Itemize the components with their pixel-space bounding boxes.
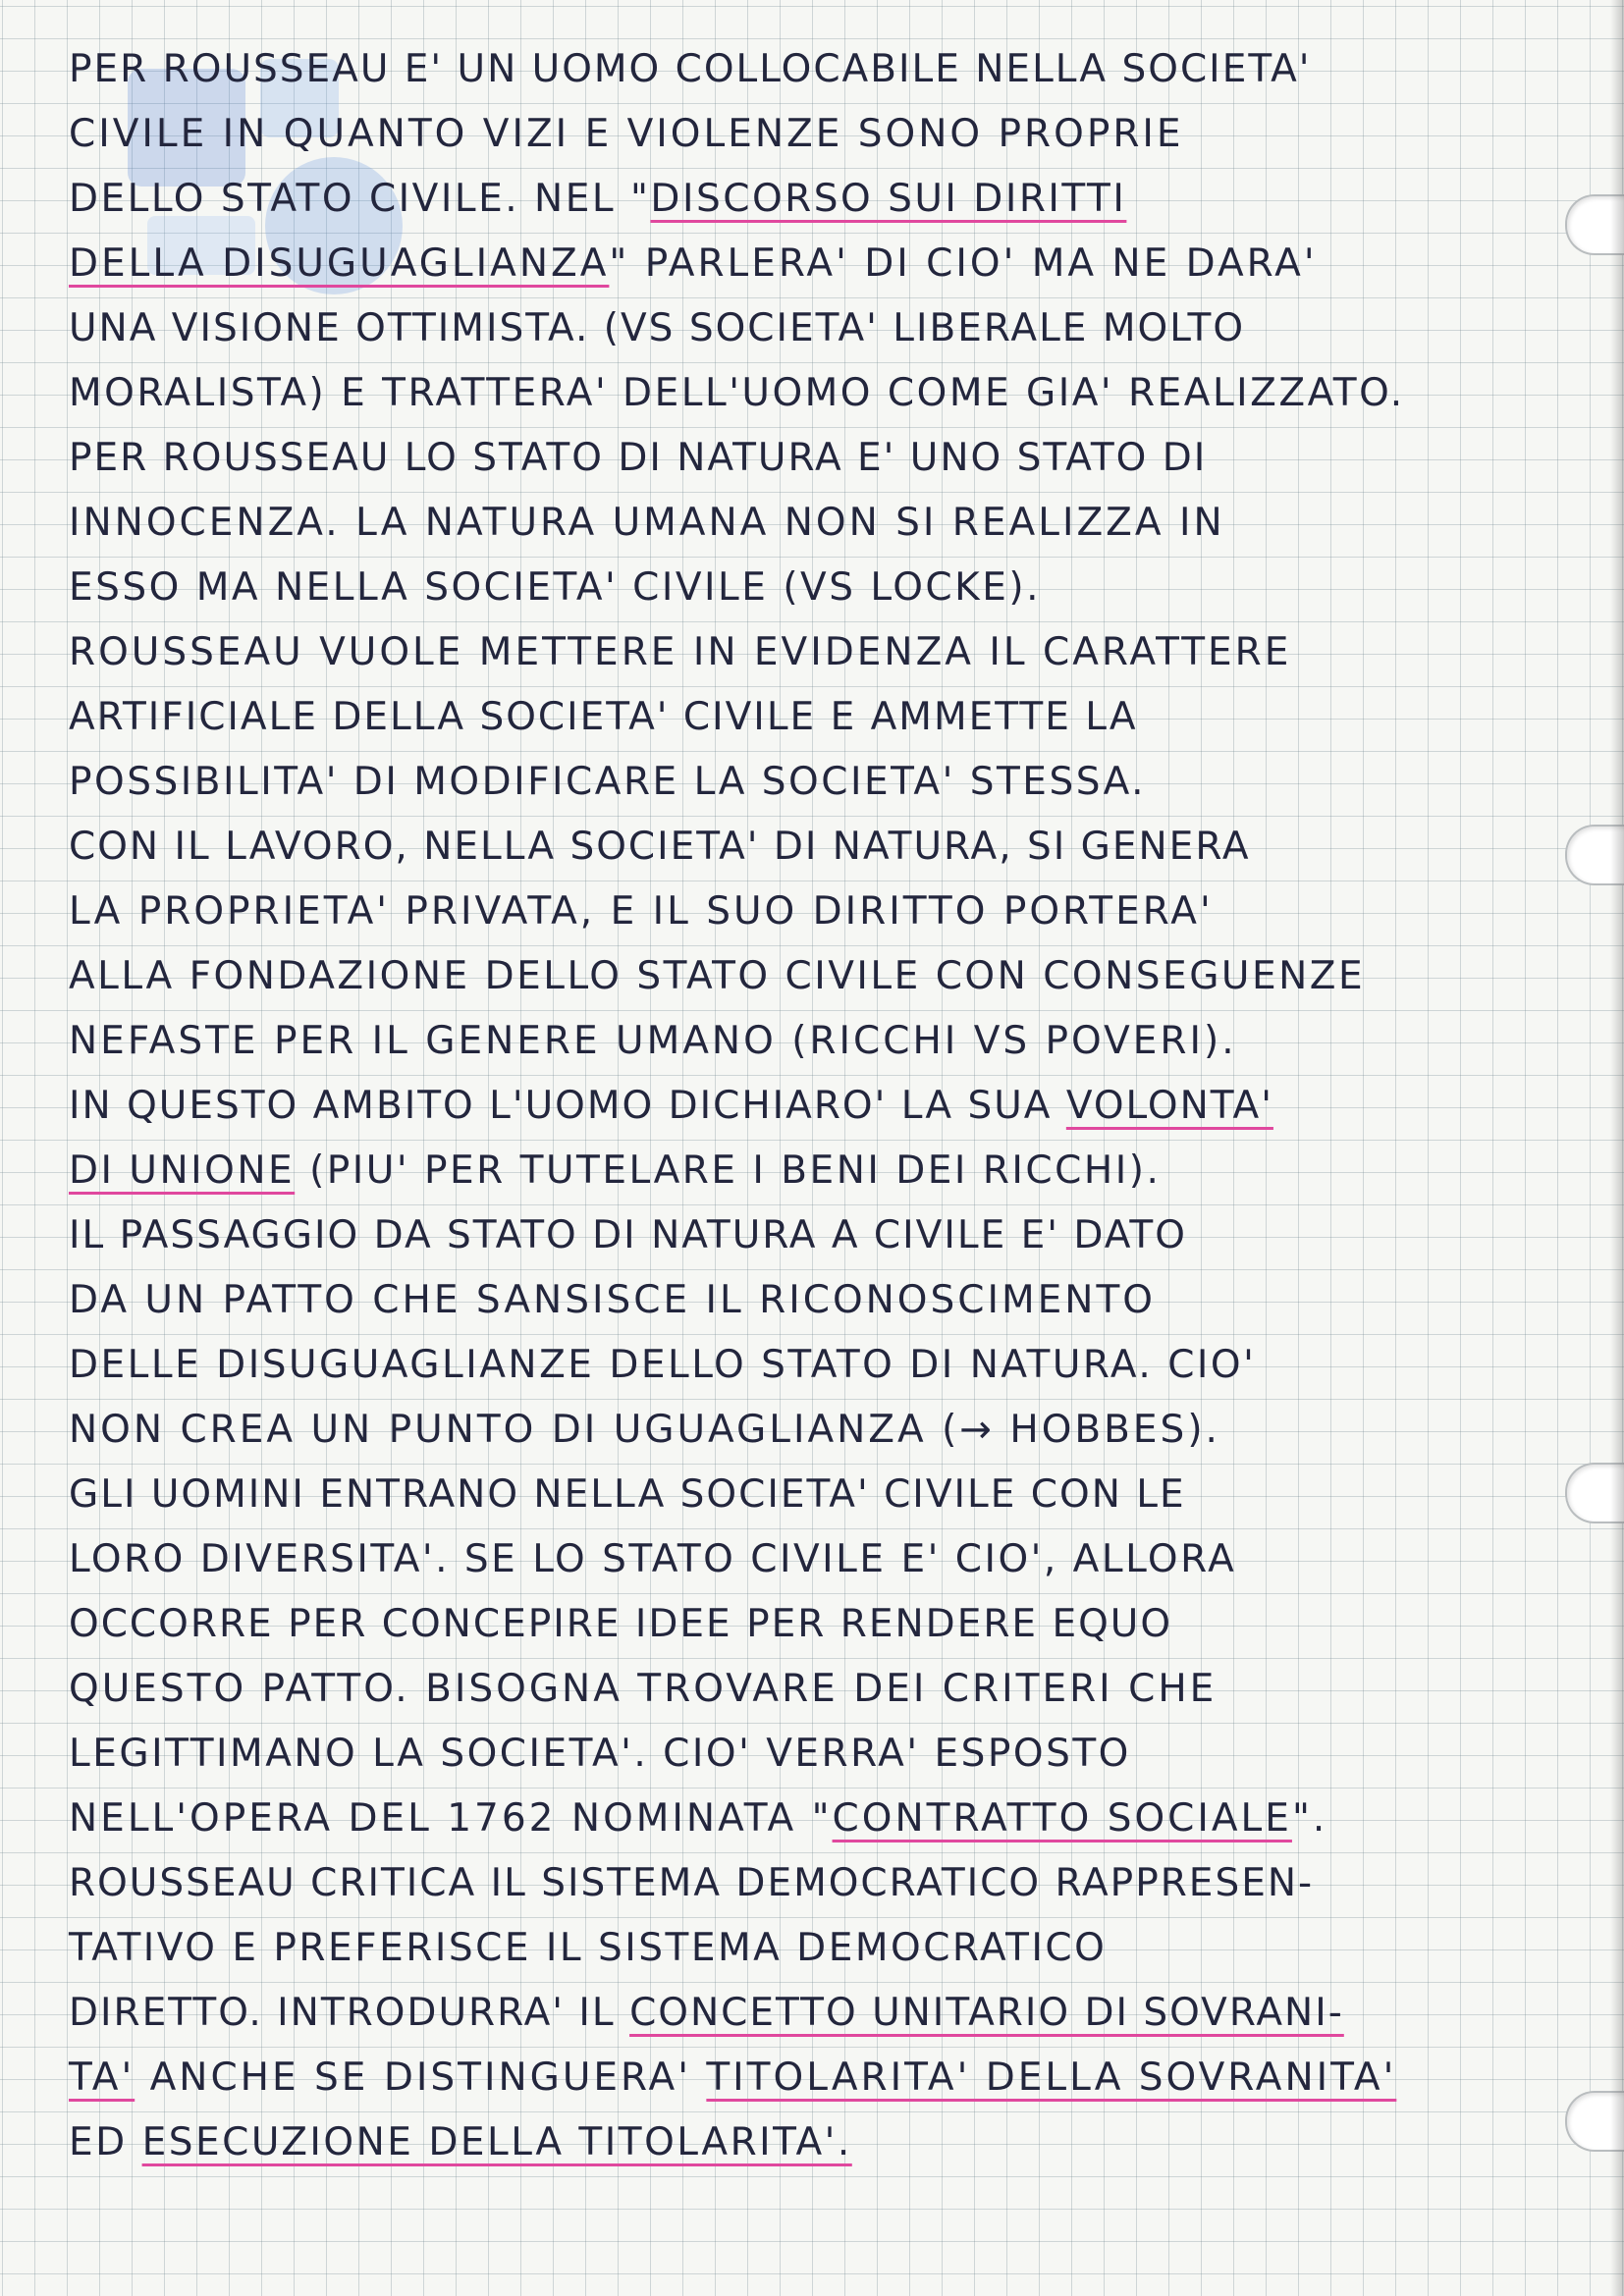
text-segment: (PIU' PER TUTELARE I BENI DEI RICCHI). — [295, 1148, 1162, 1193]
text-segment: ED — [69, 2120, 142, 2164]
text-segment: ESSO MA NELLA SOCIETA' CIVILE (VS LOCKE). — [69, 565, 1041, 610]
text-line — [69, 750, 1551, 815]
text-line — [69, 1463, 1551, 1527]
text-line — [69, 1139, 1551, 1203]
highlighted-phrase: TA' — [69, 2056, 135, 2100]
text-segment: PER ROUSSEAU E' UN UOMO COLLOCABILE NELLA SOCIETA' — [69, 47, 1312, 91]
text-segment: UNA VISIONE OTTIMISTA. (VS SOCIETA' LIBERALE MOLTO — [69, 306, 1246, 350]
text-segment: QUESTO PATTO. BISOGNA TROVARE DEI CRITERI CHE — [69, 1667, 1218, 1711]
text-segment: NELL'OPERA DEL 1762 NOMINATA " — [69, 1796, 833, 1841]
handwritten-text — [69, 37, 1551, 2175]
highlighted-phrase: TITOLARITA' DELLA SOVRANITA' — [706, 2056, 1397, 2100]
text-line — [69, 1916, 1551, 1981]
text-line — [69, 102, 1551, 167]
highlighted-phrase: DELLA DISUGUAGLIANZA — [69, 241, 610, 286]
text-line — [69, 1981, 1551, 2046]
text-segment: TATIVO E PREFERISCE IL SISTEMA DEMOCRATICO — [69, 1926, 1108, 1970]
text-segment: IL PASSAGGIO DA STATO DI NATURA A CIVILE E' DATO — [69, 1213, 1187, 1257]
text-line — [69, 1203, 1551, 1268]
text-segment: CON IL LAVORO, NELLA SOCIETA' DI NATURA, SI GENERA — [69, 825, 1251, 869]
text-segment: OCCORRE PER CONCEPIRE IDEE PER RENDERE EQUO — [69, 1602, 1173, 1646]
text-line — [69, 620, 1551, 685]
text-line — [69, 37, 1551, 102]
text-segment: INNOCENZA. LA NATURA UMANA NON SI REALIZZA IN — [69, 501, 1225, 545]
text-segment: IN QUESTO AMBITO L'UOMO DICHIARO' LA SUA — [69, 1084, 1066, 1128]
text-line — [69, 1527, 1551, 1592]
text-line — [69, 880, 1551, 944]
text-line — [69, 491, 1551, 556]
text-segment: LORO DIVERSITA'. SE LO STATO CIVILE E' CIO', ALLORA — [69, 1537, 1237, 1581]
text-segment: DIRETTO. INTRODURRA' IL — [69, 1991, 630, 2035]
highlighted-phrase: VOLONTA' — [1065, 1084, 1273, 1128]
text-segment: NON CREA UN PUNTO DI UGUAGLIANZA (→ HOBBES). — [69, 1408, 1220, 1452]
highlighted-phrase: DI UNIONE — [69, 1148, 296, 1193]
text-segment: ". — [1291, 1796, 1328, 1841]
text-line — [69, 232, 1551, 296]
highlighted-phrase: ESECUZIONE DELLA TITOLARITA'. — [141, 2120, 852, 2164]
text-line — [69, 1787, 1551, 1851]
text-line — [69, 1657, 1551, 1722]
text-segment: GLI UOMINI ENTRANO NELLA SOCIETA' CIVILE CON LE — [69, 1472, 1186, 1517]
text-segment: ALLA FONDAZIONE DELLO STATO CIVILE CON CONSEGUENZE — [69, 954, 1366, 998]
text-line — [69, 296, 1551, 361]
highlighted-phrase: CONCETTO UNITARIO DI SOVRANI- — [629, 1991, 1344, 2035]
text-segment: " PARLERA' DI CIO' MA NE DARA' — [609, 241, 1318, 286]
text-segment: ARTIFICIALE DELLA SOCIETA' CIVILE E AMMETTE LA — [69, 695, 1138, 739]
highlighted-phrase: CONTRATTO SOCIALE — [832, 1796, 1292, 1841]
text-segment: PER ROUSSEAU LO STATO DI NATURA E' UNO STATO DI — [69, 436, 1208, 480]
text-line — [69, 1009, 1551, 1074]
text-line — [69, 815, 1551, 880]
text-line — [69, 1592, 1551, 1657]
text-segment: MORALISTA) E TRATTERA' DELL'UOMO COME GIA' REALIZZATO. — [69, 371, 1405, 415]
text-line — [69, 1398, 1551, 1463]
text-line — [69, 1851, 1551, 1916]
page-edge-shadow — [1610, 0, 1624, 2296]
text-segment: ANCHE SE DISTINGUERA' — [135, 2056, 707, 2100]
text-segment: LA PROPRIETA' PRIVATA, E IL SUO DIRITTO PORTERA' — [69, 889, 1214, 934]
text-segment: POSSIBILITA' DI MODIFICARE LA SOCIETA' STESSA. — [69, 760, 1147, 804]
text-line — [69, 944, 1551, 1009]
text-line — [69, 1722, 1551, 1787]
text-line — [69, 1333, 1551, 1398]
text-segment: CIVILE IN QUANTO VIZI E VIOLENZE SONO PROPRIE — [69, 112, 1184, 156]
text-line — [69, 2046, 1551, 2110]
text-segment: DELLO STATO CIVILE. NEL " — [69, 177, 651, 221]
text-line — [69, 426, 1551, 491]
text-segment: DELLE DISUGUAGLIANZE DELLO STATO DI NATURA. CIO' — [69, 1343, 1257, 1387]
text-segment: NEFASTE PER IL GENERE UMANO (RICCHI VS POVERI). — [69, 1019, 1237, 1063]
text-segment: LEGITTIMANO LA SOCIETA'. CIO' VERRA' ESPOSTO — [69, 1732, 1131, 1776]
text-line — [69, 1268, 1551, 1333]
highlighted-phrase: DISCORSO SUI DIRITTI — [650, 177, 1127, 221]
text-line — [69, 685, 1551, 750]
text-line — [69, 2110, 1551, 2175]
text-segment: DA UN PATTO CHE SANSISCE IL RICONOSCIMENTO — [69, 1278, 1156, 1322]
text-line — [69, 556, 1551, 620]
text-line — [69, 167, 1551, 232]
text-segment: ROUSSEAU VUOLE METTERE IN EVIDENZA IL CARATTERE — [69, 630, 1292, 674]
text-line — [69, 361, 1551, 426]
text-segment: ROUSSEAU CRITICA IL SISTEMA DEMOCRATICO RAPPRESEN- — [69, 1861, 1315, 1905]
text-line — [69, 1074, 1551, 1139]
